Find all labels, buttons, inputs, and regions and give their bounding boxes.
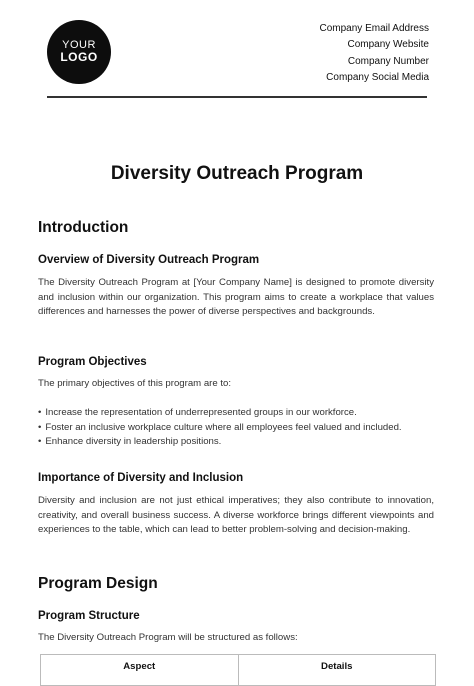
- company-social-media: Company Social Media: [326, 71, 429, 83]
- company-website: Company Website: [347, 39, 429, 51]
- subsection-heading-objectives: Program Objectives: [38, 356, 147, 368]
- list-item: • Increase the representation of underrepresented groups in our workforce.: [38, 406, 434, 421]
- section-heading-program-design: Program Design: [38, 575, 158, 592]
- subsection-heading-structure: Program Structure: [38, 610, 140, 622]
- structure-intro: The Diversity Outreach Program will be structured as follows:: [38, 632, 298, 643]
- company-email: Company Email Address: [319, 23, 429, 34]
- structure-table: [40, 654, 436, 686]
- subsection-heading-importance: Importance of Diversity and Inclusion: [38, 472, 244, 484]
- section-heading-introduction: Introduction: [38, 219, 129, 236]
- table-header-details: Details: [238, 655, 436, 685]
- importance-paragraph: Diversity and inclusion are not just ethical imperatives; they also contribute to innovation, creativity, and overall business success. A diverse workforce brings different viewpoints and experiences to the table, which can lead to better problem-solving and decision-making.: [38, 495, 434, 536]
- document-title: Diversity Outreach Program: [110, 163, 364, 184]
- logo-line-1: YOUR: [62, 38, 96, 51]
- subsection-heading-overview: Overview of Diversity Outreach Program: [38, 254, 260, 266]
- list-item: • Foster an inclusive workplace culture where all employees feel valued and included.: [38, 421, 434, 436]
- company-logo: [47, 20, 111, 84]
- company-info: [320, 21, 430, 86]
- header-divider: [47, 96, 427, 98]
- overview-paragraph: The Diversity Outreach Program at [Your Company Name] is designed to promote diversity and inclusion within our organization. This program aims to create a workplace that values differences and harnesses the power of diverse perspectives and backgrounds.: [38, 277, 434, 318]
- objectives-list: [38, 406, 434, 450]
- table-header-aspect: Aspect: [123, 661, 156, 672]
- objectives-intro: The primary objectives of this program are to:: [38, 378, 232, 389]
- company-number: Company Number: [347, 55, 429, 67]
- list-item: • Enhance diversity in leadership positions.: [38, 435, 434, 450]
- logo-line-2: LOGO: [60, 50, 98, 65]
